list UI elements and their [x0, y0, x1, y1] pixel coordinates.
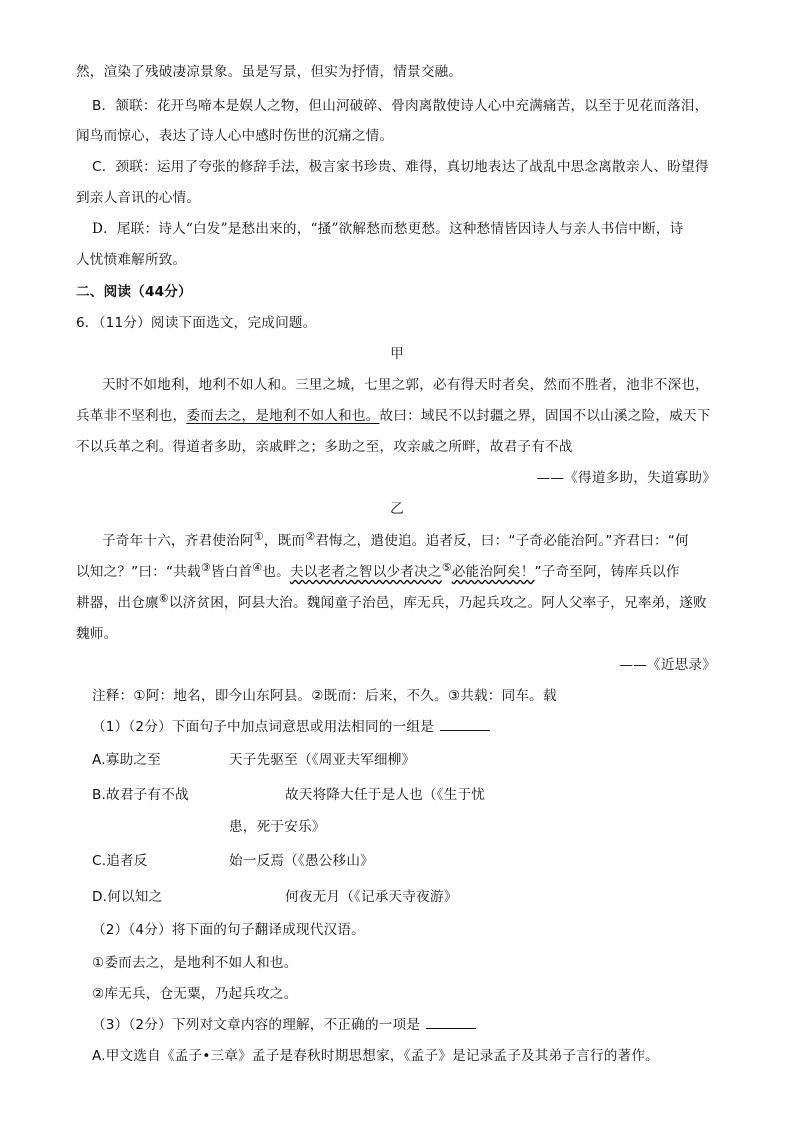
wavy-underlined-sentence-end: 必能治阿矣！ [451, 564, 535, 580]
note-marker-2: ② [305, 530, 316, 543]
sub3-stem [92, 1015, 476, 1035]
yi-text: ”子奇至阿，铸库兵以作 [534, 564, 680, 580]
yi-text: 以济贫困，阿县大治。魏闻童子治邑，库无兵，乃起兵攻之。阿人父率子，兄率弟，遂败 [168, 595, 707, 611]
annotations: 注释：①阿：地名，即今山东阿县。②既而：后来，不久。③共载：同车。载 [92, 688, 557, 704]
passage-jia-line2-start: 兵革非不坚利也， [76, 408, 187, 424]
q5-option-d-line2: 人忧愤难解所致。 [76, 252, 187, 268]
passage-yi-label: 乙 [390, 501, 404, 517]
note-marker-4: ④ [252, 561, 263, 574]
sub1-option-c-right: 始一反焉（《愚公移山》 [229, 853, 374, 869]
q5-option-c-line2: 到亲人音讯的心情。 [76, 190, 201, 206]
sub1-option-d-right: 何夜无月（《记承天寺夜游》 [285, 889, 458, 905]
yi-text: 子奇年十六，齐君使治阿 [102, 533, 254, 549]
sub1-option-b-right: 故天将降大任于是人也（《生于忧 [285, 787, 486, 803]
yi-text: 皆白首 [210, 564, 253, 580]
passage-jia-label: 甲 [390, 346, 404, 362]
sub1-option-a-right: 天子先驱至（《周亚夫军细柳》 [229, 752, 416, 768]
sub1-option-d-left: D.何以知之 [92, 889, 163, 905]
underlined-sentence: 委而去之，是地利不如人和也。 [186, 408, 380, 424]
sub1-option-b-right-cont: 患，死于安乐》 [229, 819, 326, 835]
yi-text: 耕器，出仓廪 [76, 595, 159, 611]
q5-option-a-continued: 然，渲染了残破凄凉景象。虽是写景，但实为抒情，情景交融。 [76, 64, 463, 80]
yi-text: 以知之？”曰：“共载 [76, 564, 201, 580]
section-title: 二、阅读（44分） [76, 284, 192, 300]
note-marker-3: ③ [200, 561, 211, 574]
yi-text: 君悔之，遣使追。追者反，曰：“子奇必能治阿。”齐君曰：“何 [315, 533, 689, 549]
sub1-stem-text: （1）（2分）下面句子中加点词意思或用法相同的一组是 [92, 719, 434, 735]
wavy-underlined-sentence: 夫以老者之智以少者决之 [289, 564, 442, 580]
passage-yi-source: ——《近思录》 [619, 657, 716, 673]
passage-yi-line1 [102, 531, 689, 552]
passage-jia-source: ——《得道多助，失道寡助》 [536, 470, 716, 486]
sub3-option-a: A.甲文选自《孟子•三章》孟子是春秋时期思想家，《孟子》是记录孟子及其弟子言行的著作。 [92, 1048, 659, 1064]
passage-yi-line3 [76, 593, 707, 614]
yi-text: 也。 [262, 564, 290, 580]
q5-option-c-line1: C．颈联：运用了夸张的修辞手法，极言家书珍贵、难得，真切地表达了战乱中思念离散亲人、盼望得 [92, 159, 709, 175]
sub1-stem [92, 717, 490, 737]
yi-text: ，既而 [263, 533, 306, 549]
sub1-option-b-left: B.故君子有不战 [92, 787, 189, 803]
sub2-sentence-1: ①委而去之，是地利不如人和也。 [92, 955, 298, 971]
sub1-option-a-left: A.寡助之至 [92, 752, 161, 768]
passage-jia-line2-end: 故曰：域民不以封疆之界，固国不以山溪之险，威天下 [379, 408, 711, 424]
note-marker-6: ⑥ [158, 592, 169, 605]
q5-option-b-line2: 闻鸟而惊心，表达了诗人心中感时伤世的沉痛之情。 [76, 128, 394, 144]
sub2-stem: （2）（4分）将下面的句子翻译成现代汉语。 [92, 922, 365, 938]
answer-blank[interactable] [440, 718, 490, 731]
passage-yi-line4: 魏师。 [76, 626, 118, 642]
q6-stem: 6．（11分）阅读下面选文，完成问题。 [76, 315, 317, 331]
passage-jia-line2 [76, 406, 711, 426]
note-marker-1: ① [253, 530, 264, 543]
sub3-stem-text: （3）（2分）下列对文章内容的理解，不正确的一项是 [92, 1017, 421, 1033]
q5-option-d-line1: D．尾联：诗人“白发”是愁出来的，“搔”欲解愁而愁更愁。这种愁情皆因诗人与亲人书信中断，诗 [92, 221, 684, 237]
passage-jia-line1: 天时不如地利，地利不如人和。三里之城，七里之郭，必有得天时者矣，然而不胜者，池非不深也， [102, 377, 709, 393]
note-marker-5: ⑤ [441, 561, 452, 574]
passage-jia-line3: 不以兵革之利。得道者多助，亲戚畔之；多助之至，攻亲戚之所畔，故君子有不战 [76, 439, 573, 455]
passage-yi-line2 [76, 562, 680, 583]
sub1-option-c-left: C.追者反 [92, 853, 148, 869]
sub2-sentence-2: ②库无兵，仓无粟，乃起兵攻之。 [92, 986, 298, 1002]
answer-blank[interactable] [426, 1016, 476, 1029]
q5-option-b-line1: B．颔联：花开鸟啼本是娱人之物，但山河破碎、骨肉离散使诗人心中充满痛苦，以至于见花而落泪， [92, 98, 709, 114]
